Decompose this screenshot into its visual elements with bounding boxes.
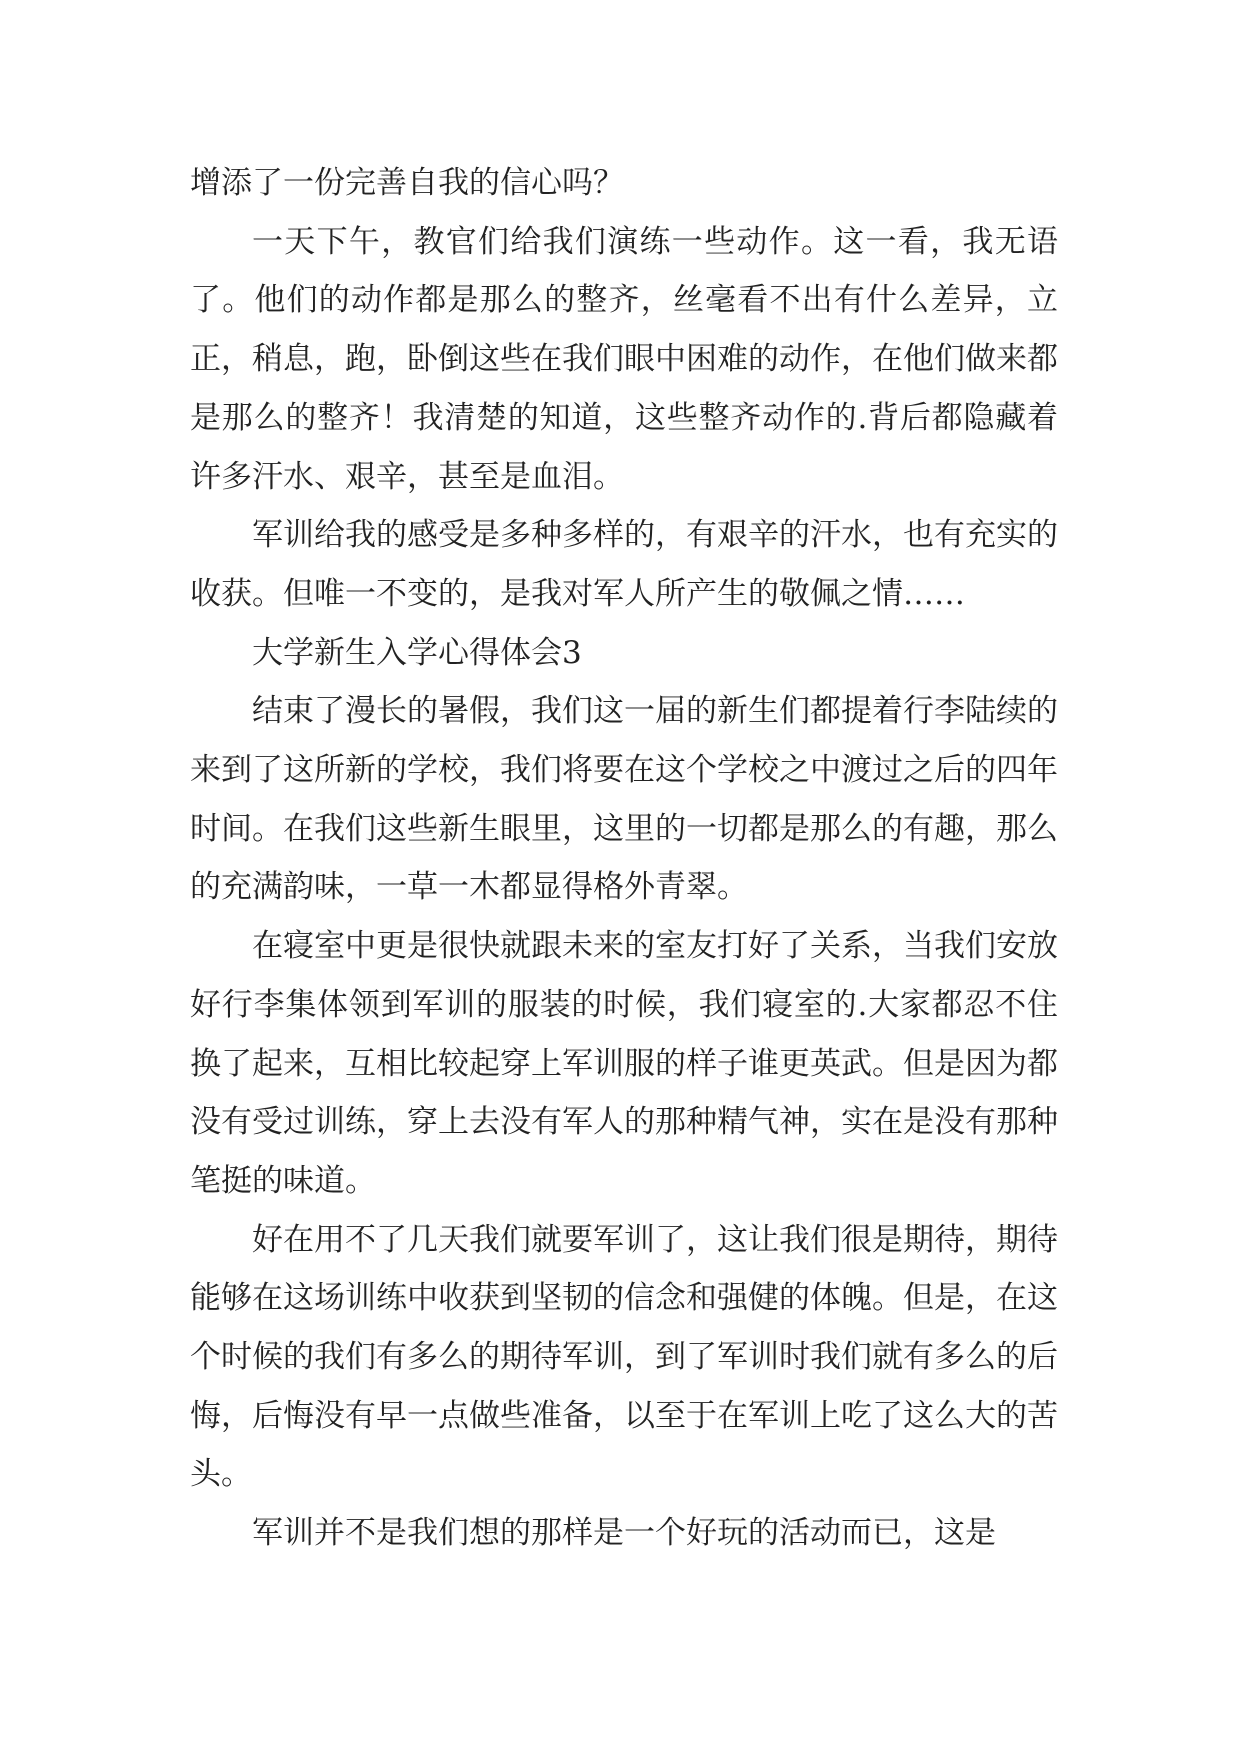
section-heading: 大学新生入学心得体会3 xyxy=(252,634,582,671)
paragraph-4: 结束了漫长的暑假，我们这一届的新生们都提着行李陆续的来到了这所新的学校，我们将要在这个学校之中渡过之后的四年时间。在我们这些新生眼里，这里的一切都是那么的有趣，那么的充满韵味，一草一木都显得格外青翠。 xyxy=(190,693,1058,906)
paragraph-1: 增添了一份完善自我的信心吗？ xyxy=(190,165,624,201)
paragraph-3: 军训给我的感受是多种多样的，有艰辛的汗水，也有充实的收获。但唯一不变的，是我对军人所产生的敬佩之情…… xyxy=(190,517,1058,612)
paragraph-6: 好在用不了几天我们就要军训了，这让我们很是期待，期待能够在这场训练中收获到坚韧的信念和强健的体魄。但是，在这个时候的我们有多么的期待军训，到了军训时我们就有多么的后悔，后悔没有早一点做些准备，以至于在军训上吃了这么大的苦头。 xyxy=(190,1221,1058,1493)
paragraph-5: 在寝室中更是很快就跟未来的室友打好了关系，当我们安放好行李集体领到军训的服装的时候，我们寝室的.大家都忍不住换了起来，互相比较起穿上军训服的样子谁更英武。但是因为都没有受过训练，穿上去没有军人的那种精气神，实在是没有那种笔挺的味道。 xyxy=(190,928,1058,1199)
paragraph-2: 一天下午，教官们给我们演练一些动作。这一看，我无语了。他们的动作都是那么的整齐，丝毫看不出有什么差异，立正，稍息，跑，卧倒这些在我们眼中困难的动作，在他们做来都是那么的整齐！我清楚的知道，这些整齐动作的.背后都隐藏着许多汗水、艰辛，甚至是血泪。 xyxy=(190,223,1058,495)
paragraph-7: 军训并不是我们想的那样是一个好玩的活动而已，这是 xyxy=(252,1515,996,1552)
document-body xyxy=(190,154,1058,1563)
